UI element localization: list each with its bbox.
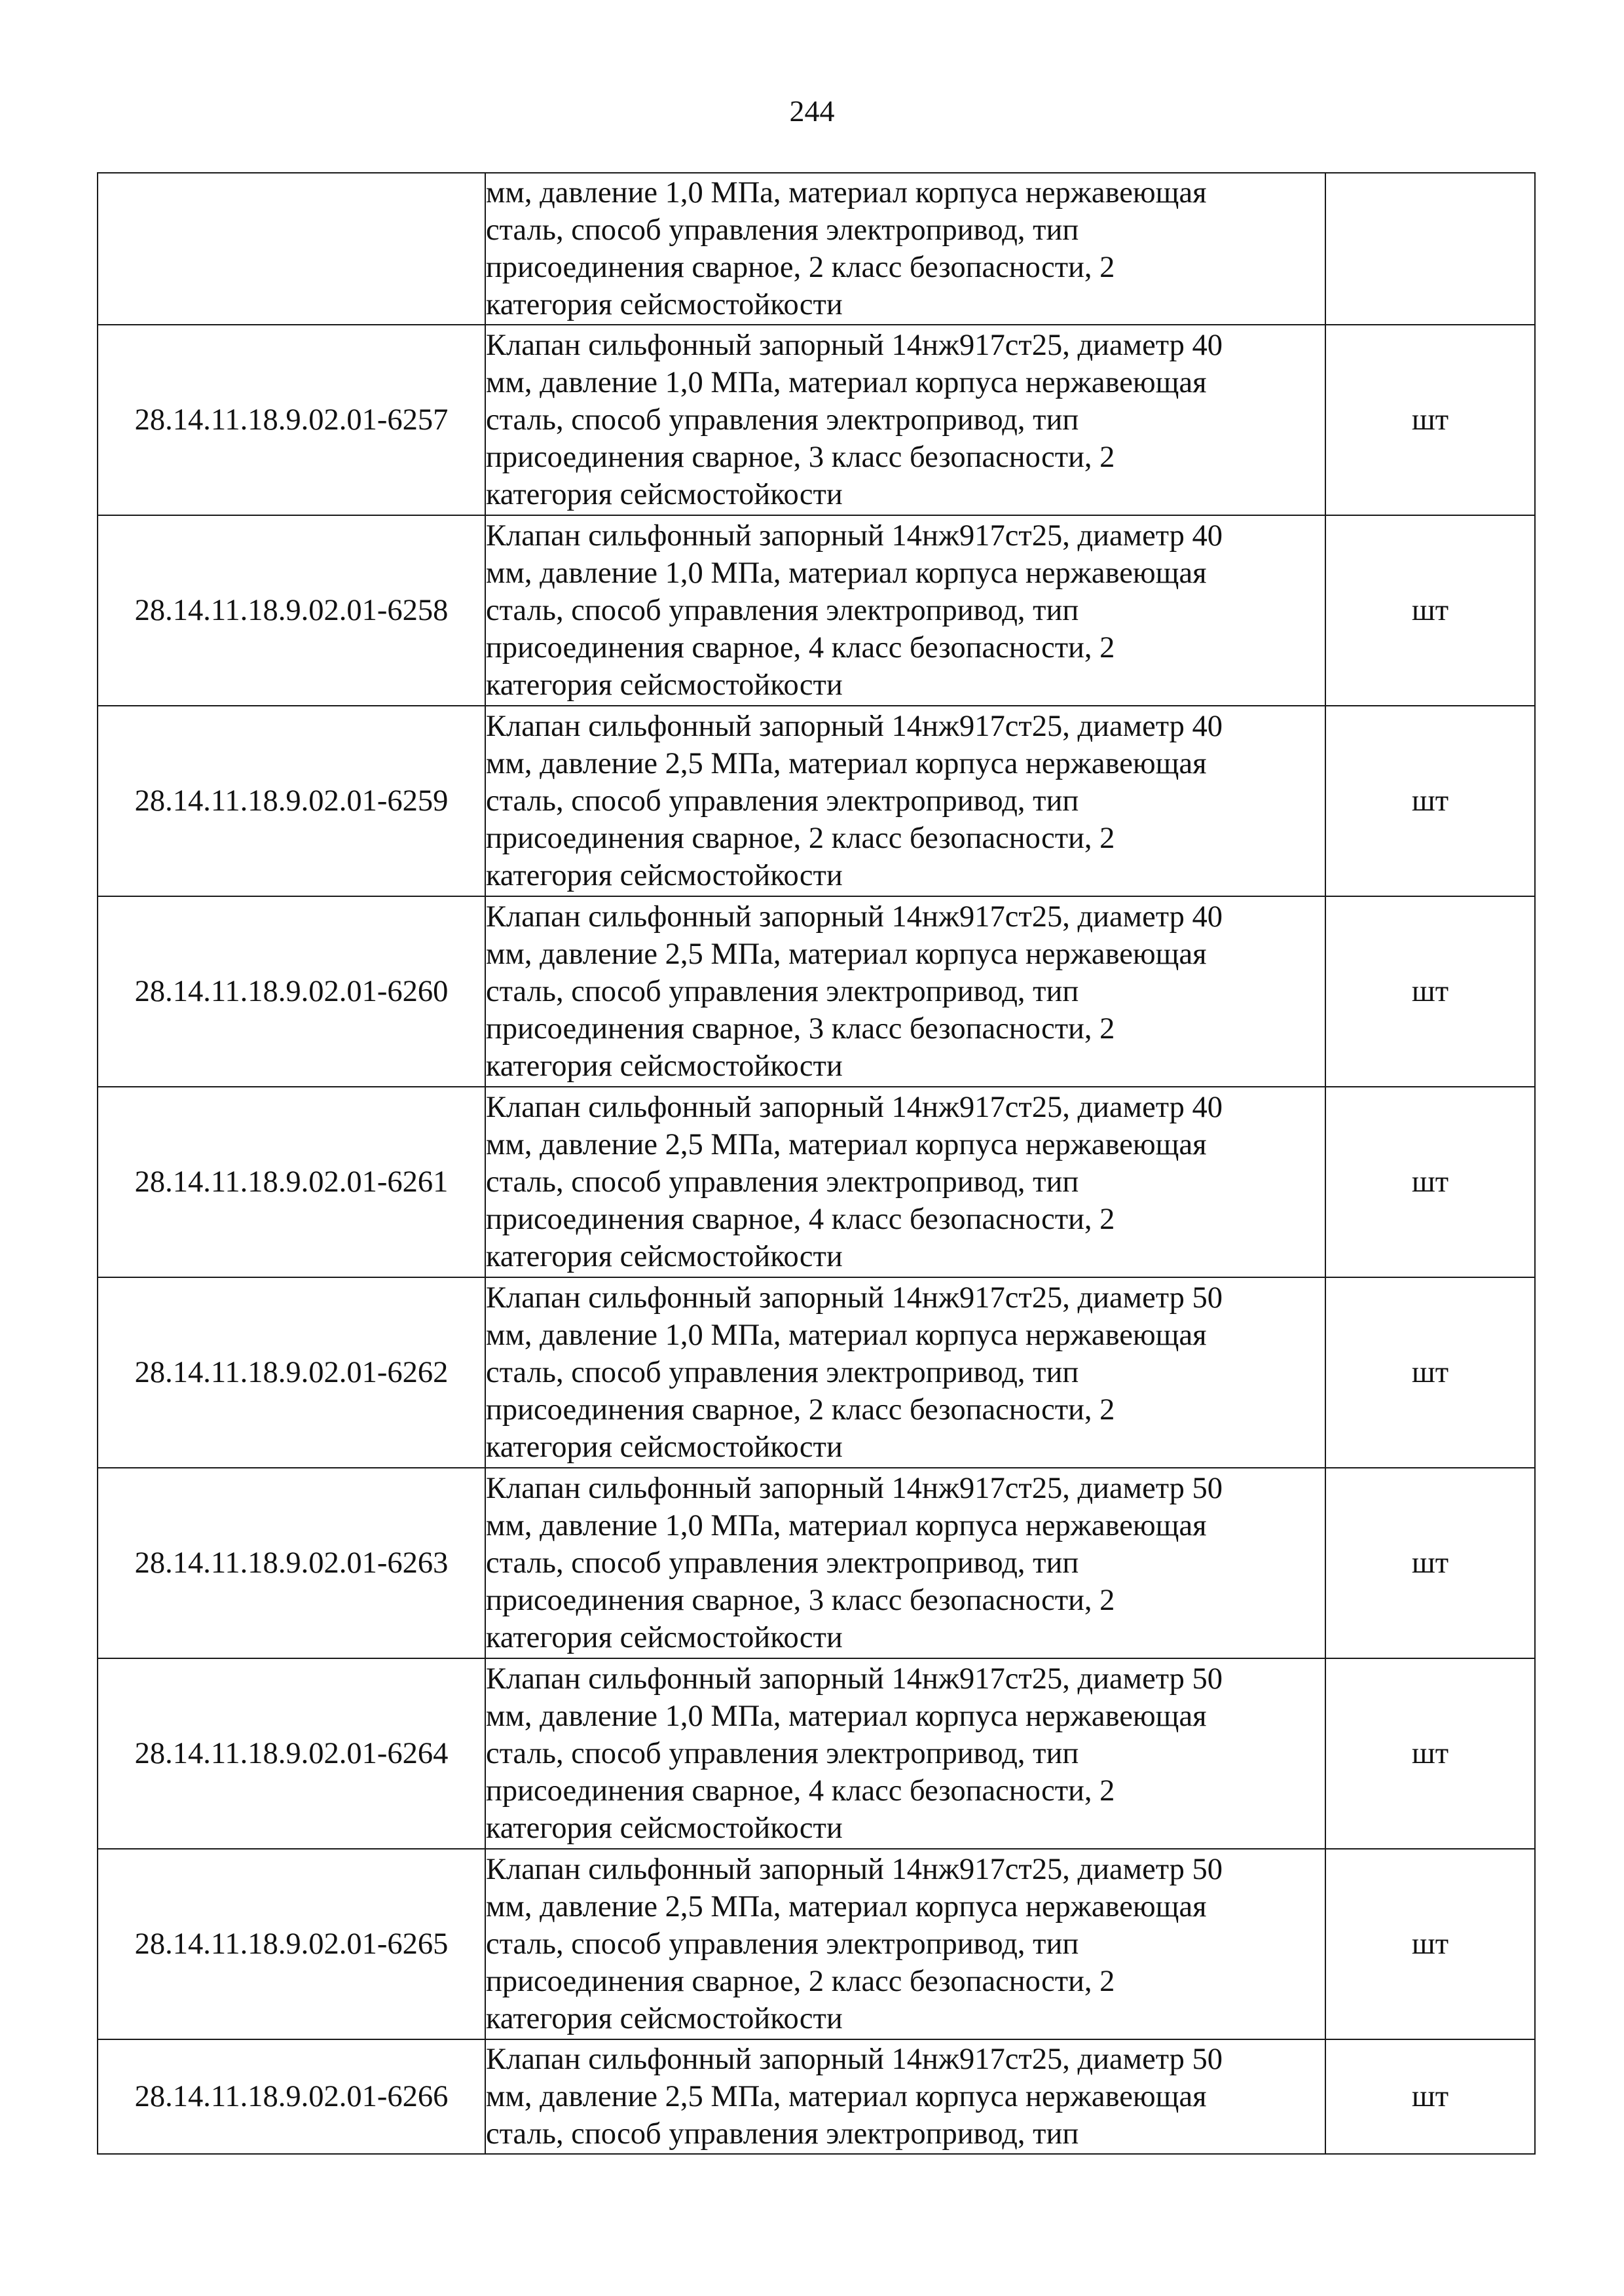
description-line: мм, давление 1,0 МПа, материал корпуса нержавеющая [486,176,1207,210]
resource-code-cell: 28.14.11.18.9.02.01-6262 [98,1277,485,1468]
description-line: присоединения сварное, 3 класс безопасности, 2 [486,441,1115,474]
unit-cell: шт [1325,1087,1535,1277]
resource-code-cell: 28.14.11.18.9.02.01-6258 [98,515,485,706]
description-line: сталь, способ управления электропривод, тип [486,1356,1079,1389]
description-line: категория сейсмостойкости [486,1812,843,1845]
description-line: категория сейсмостойкости [486,1240,843,1273]
description-line: мм, давление 1,0 МПа, материал корпуса нержавеющая [486,556,1207,590]
resource-description-cell [485,706,1325,896]
resource-description-cell [485,1849,1325,2039]
unit-cell: шт [1325,1658,1535,1849]
description-line: категория сейсмостойкости [486,668,843,702]
resource-code-cell: 28.14.11.18.9.02.01-6257 [98,325,485,515]
table-row [98,706,1535,896]
description-line: присоединения сварное, 4 класс безопасности, 2 [486,1203,1115,1236]
unit-cell [1325,173,1535,325]
description-line: мм, давление 1,0 МПа, материал корпуса нержавеющая [486,1319,1207,1352]
description-line: Клапан сильфонный запорный 14нж917ст25, диаметр 40 [486,519,1223,553]
description-line: сталь, способ управления электропривод, тип [486,1927,1079,1961]
description-line: присоединения сварное, 2 класс безопасности, 2 [486,1393,1115,1427]
description-line: присоединения сварное, 2 класс безопасности, 2 [486,1965,1115,1998]
unit-cell: шт [1325,2039,1535,2154]
unit-cell: шт [1325,1849,1535,2039]
resource-code-cell: 28.14.11.18.9.02.01-6261 [98,1087,485,1277]
unit-cell: шт [1325,706,1535,896]
description-line: Клапан сильфонный запорный 14нж917ст25, диаметр 40 [486,329,1223,362]
description-line: сталь, способ управления электропривод, тип [486,213,1079,247]
table-row [98,1849,1535,2039]
description-line: мм, давление 2,5 МПа, материал корпуса нержавеющая [486,1890,1207,1923]
page-number: 244 [789,94,835,128]
description-line: категория сейсмостойкости [486,859,843,892]
unit-cell: шт [1325,896,1535,1087]
description-line: присоединения сварное, 3 класс безопасности, 2 [486,1012,1115,1046]
description-line: Клапан сильфонный запорный 14нж917ст25, диаметр 40 [486,710,1223,743]
description-line: категория сейсмостойкости [486,478,843,511]
resource-description-cell [485,896,1325,1087]
description-line: категория сейсмостойкости [486,2002,843,2035]
description-line: категория сейсмостойкости [486,1049,843,1083]
description-line: сталь, способ управления электропривод, тип [486,784,1079,818]
description-line: мм, давление 2,5 МПа, материал корпуса нержавеющая [486,1128,1207,1161]
description-line: сталь, способ управления электропривод, тип [486,1546,1079,1580]
table-row [98,1468,1535,1658]
description-line: сталь, способ управления электропривод, тип [486,2117,1079,2151]
description-line: присоединения сварное, 4 класс безопасности, 2 [486,1774,1115,1808]
description-line: мм, давление 2,5 МПа, материал корпуса нержавеющая [486,938,1207,971]
resource-code-cell: 28.14.11.18.9.02.01-6264 [98,1658,485,1849]
unit-cell: шт [1325,325,1535,515]
description-line: Клапан сильфонный запорный 14нж917ст25, диаметр 40 [486,1091,1223,1124]
description-line: сталь, способ управления электропривод, тип [486,594,1079,627]
resource-code-cell: 28.14.11.18.9.02.01-6259 [98,706,485,896]
description-line: Клапан сильфонный запорный 14нж917ст25, диаметр 50 [486,1281,1223,1315]
resource-code-cell [98,173,485,325]
table-row [98,896,1535,1087]
resource-table-body [98,173,1535,2154]
description-line: категория сейсмостойкости [486,288,843,321]
description-line: Клапан сильфонный запорный 14нж917ст25, диаметр 40 [486,900,1223,934]
resource-description-cell [485,1468,1325,1658]
description-line: Клапан сильфонный запорный 14нж917ст25, диаметр 50 [486,2043,1223,2076]
table-row [98,173,1535,325]
description-line: категория сейсмостойкости [486,1621,843,1654]
unit-cell: шт [1325,1277,1535,1468]
table-row [98,515,1535,706]
description-line: категория сейсмостойкости [486,1430,843,1464]
description-line: мм, давление 2,5 МПа, материал корпуса нержавеющая [486,2080,1207,2113]
description-line: присоединения сварное, 3 класс безопасности, 2 [486,1584,1115,1617]
resource-description-cell [485,1277,1325,1468]
description-line: сталь, способ управления электропривод, тип [486,975,1079,1008]
description-line: мм, давление 1,0 МПа, материал корпуса нержавеющая [486,366,1207,399]
resource-description-cell [485,1087,1325,1277]
description-line: присоединения сварное, 2 класс безопасности, 2 [486,822,1115,855]
unit-cell: шт [1325,515,1535,706]
resource-code-cell: 28.14.11.18.9.02.01-6265 [98,1849,485,2039]
description-line: Клапан сильфонный запорный 14нж917ст25, диаметр 50 [486,1853,1223,1886]
resource-table [97,172,1536,2155]
resource-description-cell [485,2039,1325,2154]
description-line: присоединения сварное, 2 класс безопасности, 2 [486,251,1115,284]
resource-description-cell [485,1658,1325,1849]
table-row [98,2039,1535,2154]
table-row [98,325,1535,515]
description-line: сталь, способ управления электропривод, тип [486,403,1079,437]
description-line: сталь, способ управления электропривод, тип [486,1737,1079,1770]
resource-description-cell [485,173,1325,325]
table-row [98,1277,1535,1468]
description-line: сталь, способ управления электропривод, тип [486,1165,1079,1199]
resource-code-cell: 28.14.11.18.9.02.01-6263 [98,1468,485,1658]
table-row [98,1087,1535,1277]
description-line: мм, давление 2,5 МПа, материал корпуса нержавеющая [486,747,1207,780]
description-line: мм, давление 1,0 МПа, материал корпуса нержавеющая [486,1700,1207,1733]
description-line: Клапан сильфонный запорный 14нж917ст25, диаметр 50 [486,1662,1223,1696]
resource-code-cell: 28.14.11.18.9.02.01-6260 [98,896,485,1087]
resource-description-cell [485,325,1325,515]
description-line: мм, давление 1,0 МПа, материал корпуса нержавеющая [486,1509,1207,1542]
resource-code-cell: 28.14.11.18.9.02.01-6266 [98,2039,485,2154]
unit-cell: шт [1325,1468,1535,1658]
description-line: Клапан сильфонный запорный 14нж917ст25, диаметр 50 [486,1472,1223,1505]
table-row [98,1658,1535,1849]
description-line: присоединения сварное, 4 класс безопасности, 2 [486,631,1115,665]
resource-description-cell [485,515,1325,706]
